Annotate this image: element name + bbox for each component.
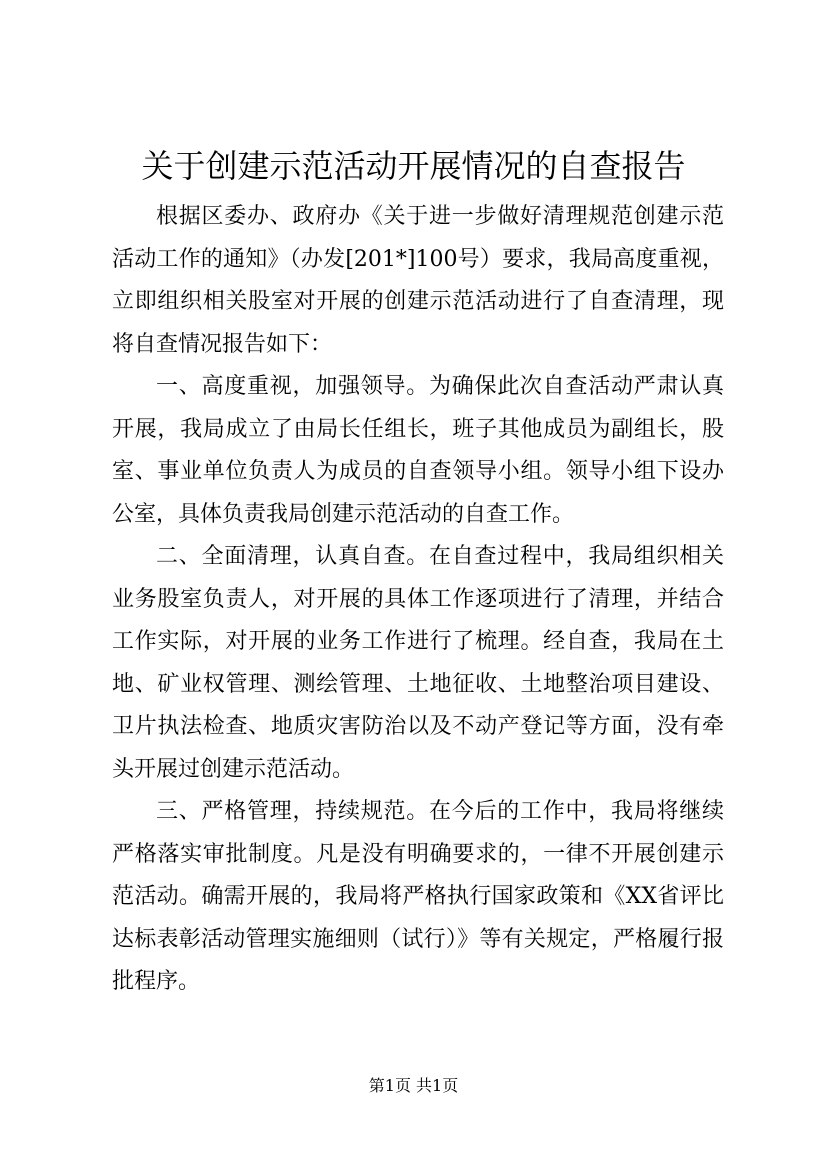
paragraph-intro: 根据区委办、政府办《关于进一步做好清理规范创建示范活动工作的通知》（办发[201*]100号）要求，我局高度重视，立即组织相关股室对开展的创建示范活动进行了自查清理，现将自查情况报告如下： (112, 204, 724, 357)
document-title: 关于创建示范活动开展情况的自查报告 (141, 147, 686, 185)
paragraph-section-2: 二、全面清理，认真自查。在自查过程中，我局组织相关业务股室负责人，对开展的具体工作逐项进行了清理，并结合工作实际，对开展的业务工作进行了梳理。经自查，我局在土地、矿业权管理、测绘管理、土地征收、土地整治项目建设、卫片执法检查、地质灾害防治以及不动产登记等方面，没有牵头开展过创建示范活动。 (112, 544, 724, 782)
paragraph-section-3: 三、严格管理，持续规范。在今后的工作中，我局将继续严格落实审批制度。凡是没有明确要求的，一律不开展创建示范活动。确需开展的，我局将严格执行国家政策和《XX省评比达标表彰活动管理实施细则（试行）》等有关规定，严格履行报批程序。 (112, 799, 724, 994)
paragraph-section-1: 一、高度重视，加强领导。为确保此次自查活动严肃认真开展，我局成立了由局长任组长，班子其他成员为副组长，股室、事业单位负责人为成员的自查领导小组。领导小组下设办公室，具体负责我局创建示范活动的自查工作。 (112, 374, 724, 527)
document-body (112, 196, 724, 1004)
page-number-footer: 第1页 共1页 (368, 1076, 459, 1095)
